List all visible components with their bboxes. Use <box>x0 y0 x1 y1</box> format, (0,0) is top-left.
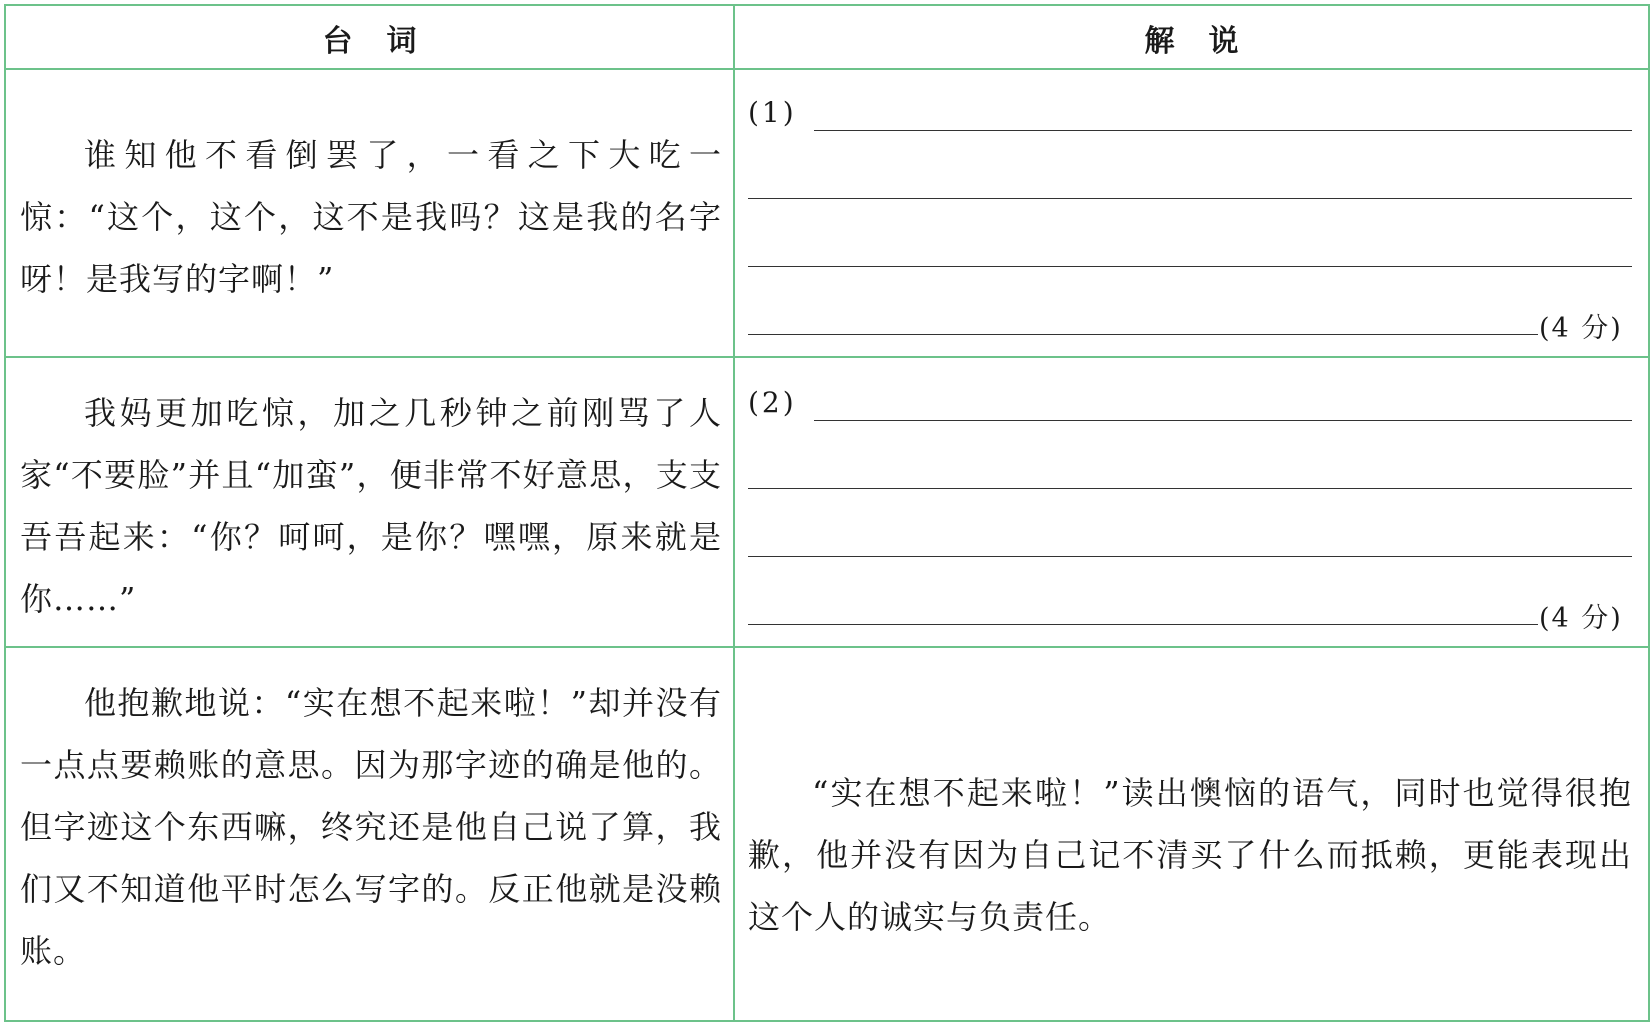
row-3-dialogue: 他抱歉地说：“实在想不起来啦！”却并没有一点点要赖账的意思。因为那字迹的确是他的。但字迹这个东西嘛，终究还是他自己说了算，我们又不知道他平时怎么写字的。反正他就是没赖账。 <box>20 684 722 970</box>
row-divider-2 <box>6 646 1648 648</box>
row-2-answer-line-2[interactable] <box>748 488 1632 489</box>
row-1-dialogue: 谁知他不看倒罢了，一看之下大吃一惊：“这个，这个，这不是我吗？这是我的名字呀！是我写的字啊！” <box>20 136 722 298</box>
row-2-answer-line-4[interactable] <box>748 624 1538 625</box>
row-1-answer-line-2[interactable] <box>748 198 1632 199</box>
row-2-question-number: (2) <box>748 386 797 419</box>
row-1-question-number: (1) <box>748 96 797 129</box>
row-2-answer-line-1[interactable] <box>814 420 1632 421</box>
header-dialogue: 台词 <box>322 24 451 59</box>
dialogue-commentary-table <box>4 4 1650 1022</box>
column-divider <box>733 6 735 1020</box>
row-1-score: (4 分) <box>1539 313 1623 344</box>
row-1-answer-line-4[interactable] <box>748 334 1538 335</box>
row-2-dialogue: 我妈更加吃惊，加之几秒钟之前刚骂了人家“不要脸”并且“加蛮”，便非常不好意思，支支吾吾起来：“你？呵呵，是你？嘿嘿，原来就是你……” <box>20 394 722 618</box>
row-divider-1 <box>6 356 1648 358</box>
row-3-commentary: “实在想不起来啦！”读出懊恼的语气，同时也觉得很抱歉，他并没有因为自己记不清买了什么而抵赖，更能表现出这个人的诚实与负责任。 <box>748 774 1632 936</box>
row-2-answer-line-3[interactable] <box>748 556 1632 557</box>
row-1-answer-line-3[interactable] <box>748 266 1632 267</box>
header-commentary: 解说 <box>1144 24 1273 59</box>
row-2-score: (4 分) <box>1539 603 1623 634</box>
row-1-answer-line-1[interactable] <box>814 130 1632 131</box>
